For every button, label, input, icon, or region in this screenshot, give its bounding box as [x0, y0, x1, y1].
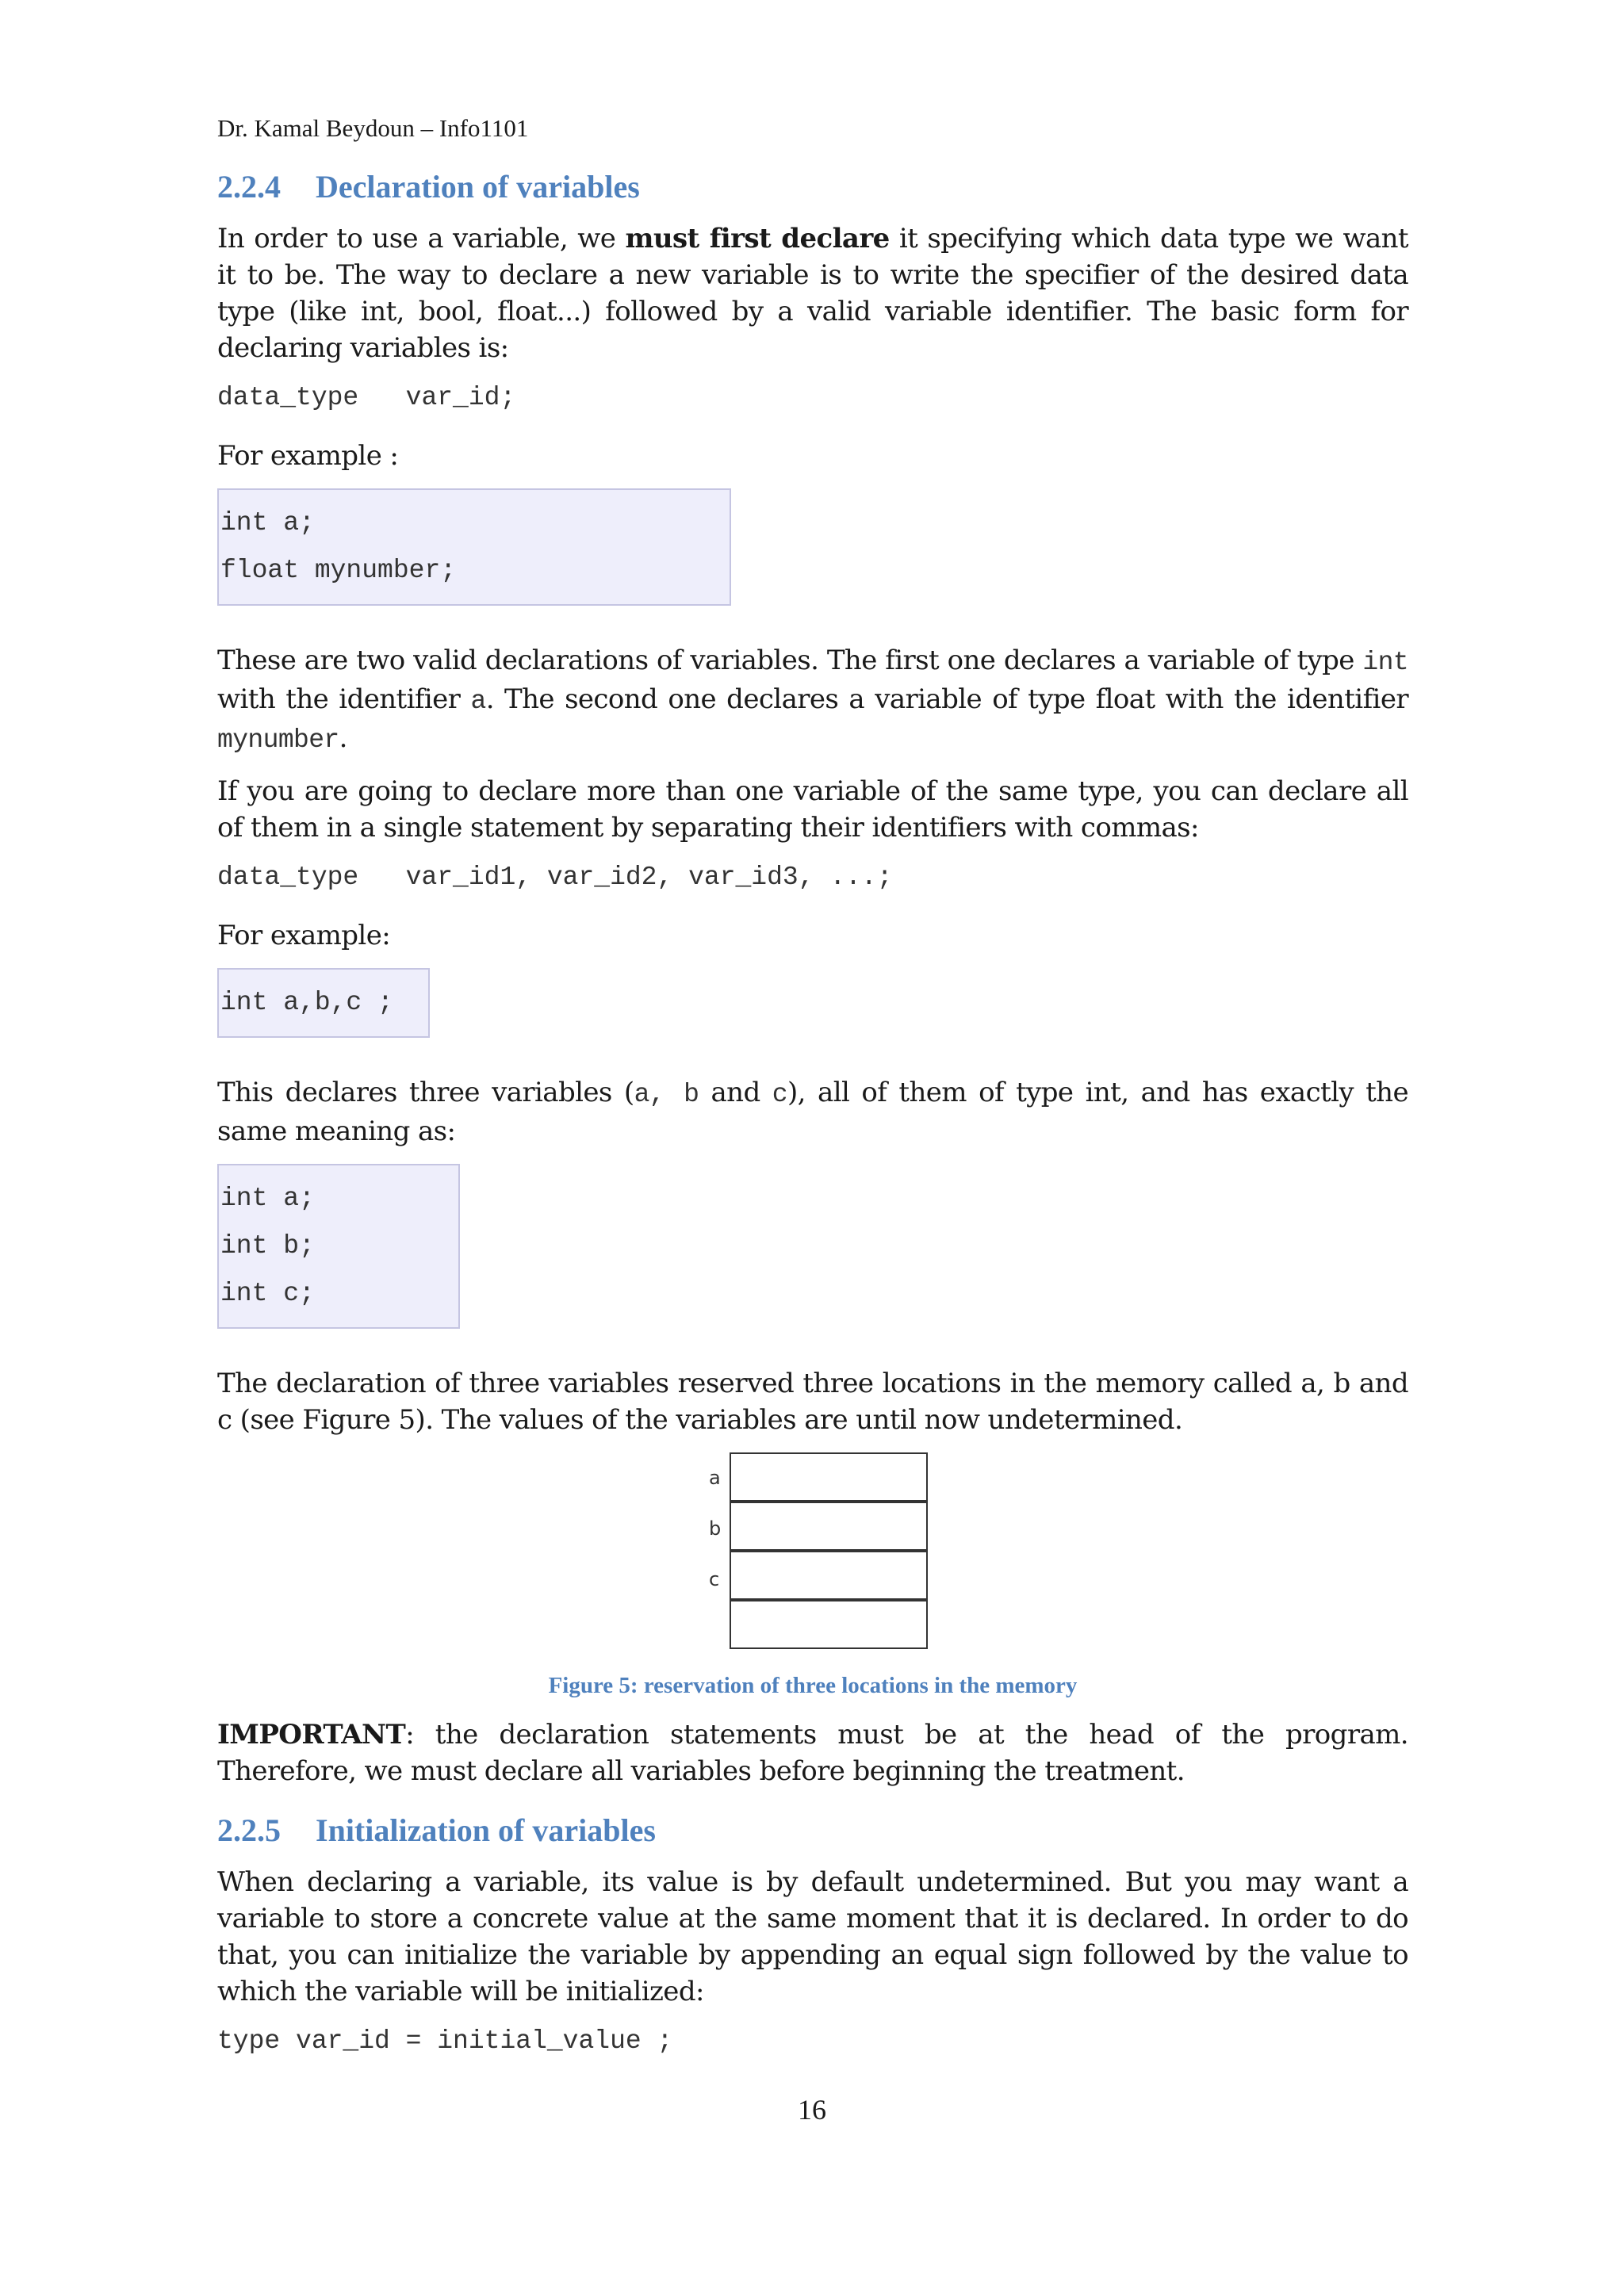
example-label: For example: — [217, 920, 391, 951]
code-example-box — [217, 1164, 460, 1329]
section-heading-2-2-5 — [217, 1808, 1408, 1853]
text: . — [339, 722, 347, 754]
section-heading-2-2-4 — [217, 165, 1408, 209]
inline-code: mynumber — [217, 725, 339, 755]
text: it specifying which data type we want it to be. The way to declare a new variable is to write the specifier of the desired data type (like int, bool, float...) followed by a valid variable identifier. The basic form for declaring variables is: — [217, 223, 1408, 364]
syntax-line: data_type var_id; — [217, 383, 516, 412]
memory-cell — [730, 1452, 928, 1502]
memory-label-b: b — [709, 1517, 722, 1540]
important-label: IMPORTANT — [217, 1719, 406, 1751]
text: : the declaration statements must be at the head of the program. Therefore, we must declare all variables before beginning the treatment. — [217, 1719, 1408, 1787]
paragraph-declaration-intro — [217, 220, 1408, 366]
inline-code: int — [1362, 648, 1408, 677]
text: In order to use a variable, we — [217, 223, 626, 254]
code-line: int a,b,c ; — [220, 988, 393, 1017]
text: . The second one declares a variable of type float with the identifier — [485, 683, 1408, 715]
section-number: 2.2.4 — [217, 169, 281, 205]
paragraph-initialization: When declaring a variable, its value is by default undetermined. But you may want a variable to store a concrete value at the same moment that it is declared. In order to do that, you can initialize the variable by appending an equal sign followed by the value to which the variable will be initialized: — [217, 1866, 1408, 2007]
code-line: int a; — [220, 1184, 315, 1213]
text: These are two valid declarations of variables. The first one declares a variable of type — [217, 645, 1363, 676]
paragraph-important — [217, 1716, 1408, 1789]
running-header: Dr. Kamal Beydoun – Info1101 — [217, 114, 529, 142]
inline-code: a, b — [634, 1080, 699, 1109]
memory-cell — [730, 1600, 928, 1649]
paragraph-valid-declarations — [217, 642, 1408, 759]
page-content — [217, 111, 1408, 2081]
code-line: float mynumber; — [220, 556, 457, 585]
text: ), all of them of type int, and has exactly the same meaning as: — [217, 1077, 1408, 1147]
section-number: 2.2.5 — [217, 1812, 281, 1848]
paragraph-multiple-declaration: If you are going to declare more than one variable of the same type, you can declare all of them in a single statement by separating their identifiers with commas: — [217, 775, 1408, 844]
inline-code: c — [772, 1080, 788, 1109]
code-line: int c; — [220, 1279, 315, 1308]
section-title: Declaration of variables — [316, 169, 640, 205]
memory-cell — [730, 1551, 928, 1600]
text: This declares three variables ( — [217, 1077, 634, 1108]
memory-cell — [730, 1502, 928, 1551]
bold-text: must first declare — [625, 223, 890, 254]
initialization-syntax-line: type var_id = initial_value ; — [217, 2026, 673, 2056]
figure-caption: Figure 5: reservation of three locations in the memory — [548, 1673, 1078, 1698]
code-line: int a; — [220, 508, 315, 538]
page-number: 16 — [798, 2094, 826, 2126]
inline-code: a — [470, 687, 486, 716]
memory-label-c: c — [709, 1568, 720, 1590]
memory-label-a: a — [709, 1467, 721, 1489]
section-title: Initialization of variables — [316, 1812, 656, 1848]
paragraph-memory: The declaration of three variables reserved three locations in the memory called a, b and c (see Figure 5). The values of the variables are until now undetermined. — [217, 1368, 1408, 1436]
code-example-box — [217, 488, 731, 606]
text: with the identifier — [217, 683, 471, 715]
paragraph-three-variables — [217, 1074, 1408, 1150]
example-label: For example : — [217, 440, 399, 472]
code-line: int b; — [220, 1231, 315, 1261]
syntax-multi-line: data_type var_id1, var_id2, var_id3, ...; — [217, 863, 893, 892]
code-example-box — [217, 968, 430, 1038]
memory-figure — [217, 1452, 1408, 1659]
text: and — [699, 1077, 772, 1108]
